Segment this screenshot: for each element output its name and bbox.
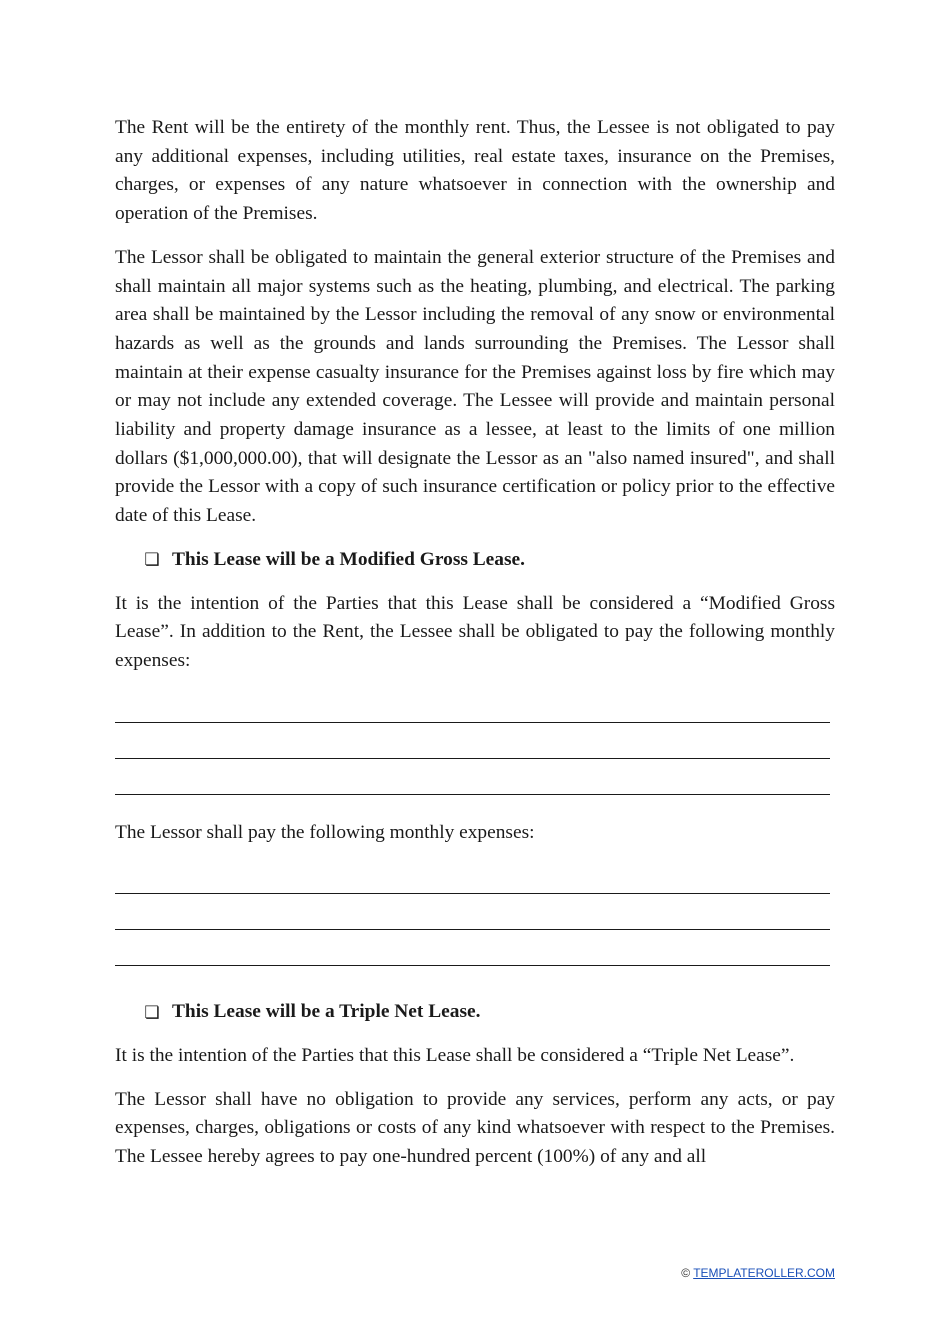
paragraph-triple-net-intent: It is the intention of the Parties that this Lease shall be considered a “Triple Net Lease”. (115, 1045, 795, 1067)
paragraph-triple-net-obligations: The Lessor shall have no obligation to provide any services, perform any acts, or pay expenses, charges, obligations or costs of any kind whatsoever with respect to the Premises. The Lessee hereby agrees to pay one-hundred percent (100%) of any and all (115, 1088, 835, 1168)
copyright-symbol: © (681, 1266, 691, 1280)
lessee-expenses-blanks (115, 691, 835, 809)
blank-line[interactable] (115, 872, 830, 908)
checkbox-icon[interactable]: ❏ (144, 550, 160, 571)
spacer (115, 980, 835, 998)
paragraph-rent-entirety: The Rent will be the entirety of the monthly rent. Thus, the Lessee is not obligated to pay any additional expenses, including utilities, real estate taxes, insurance on the Premises, charges, or expenses of any nature whatsoever in connection with the ownership and operation of the Premises. (115, 117, 835, 225)
blank-line[interactable] (115, 773, 830, 809)
paragraph-lessor-pays: The Lessor shall pay the following monthly expenses: (115, 821, 535, 843)
option-triple-net-lease[interactable] (115, 998, 835, 1027)
lessor-expenses-blanks (115, 862, 835, 980)
paragraph-lessor-obligations: The Lessor shall be obligated to maintain the general exterior structure of the Premises and shall maintain all major systems such as the heating, plumbing, and electrical. The parking area shall be maintained by the Lessor including the removal of any snow or environmental hazards as well as the grounds and lands surrounding the Premises. The Lessor shall maintain at their expense casualty insurance for the Premises against loss by fire which may or may not include any extended coverage. The Lessee will provide and maintain personal liability and property damage insurance as a lessee, at least to the limits of one million dollars ($1,000,000.00), that will designate the Lessor as an "also named insured", and shall provide the Lessor with a copy of such insurance certification or policy prior to the effective date of this Lease. (115, 246, 835, 527)
templateroller-link[interactable]: TEMPLATEROLLER.COM (693, 1266, 835, 1280)
footer-credit (681, 1266, 835, 1280)
blank-line[interactable] (115, 737, 830, 773)
document-page (115, 114, 835, 1187)
option-label: This Lease will be a Triple Net Lease. (172, 1001, 481, 1023)
blank-line[interactable] (115, 701, 830, 737)
blank-line[interactable] (115, 908, 830, 944)
paragraph-modified-gross-intent: It is the intention of the Parties that this Lease shall be considered a “Modified Gross Lease”. In addition to the Rent, the Lessee shall be obligated to pay the following monthly expenses: (115, 592, 835, 671)
option-label: This Lease will be a Modified Gross Lease. (172, 548, 525, 570)
spacer (115, 809, 835, 819)
option-modified-gross-lease[interactable] (115, 546, 835, 575)
blank-line[interactable] (115, 944, 830, 980)
checkbox-icon[interactable]: ❏ (144, 1002, 160, 1023)
